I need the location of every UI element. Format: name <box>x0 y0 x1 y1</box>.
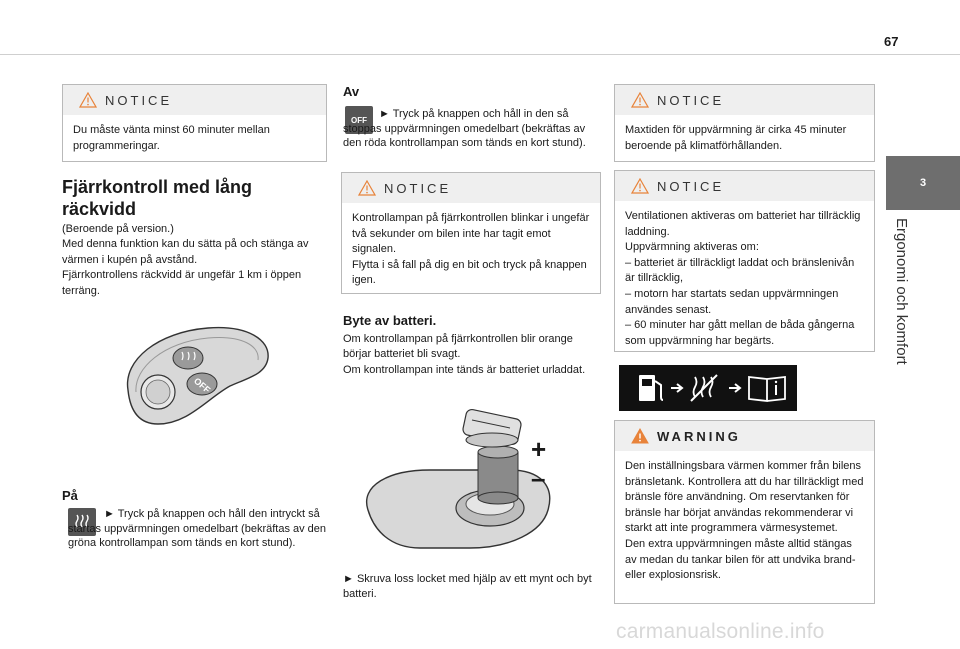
chapter-title <box>884 218 914 418</box>
off-step <box>343 107 605 151</box>
warning-text: Den extra uppvärmningen måste alltid stängas av medan du tankar bilen för att undvika brand- eller explosionsrisk. <box>625 537 856 582</box>
remote-control-illustration <box>118 320 273 430</box>
warning-header <box>615 421 874 451</box>
remote-intro <box>62 222 330 299</box>
battery-heading: Byte av batteri. <box>343 313 437 328</box>
warning-triangle-icon <box>358 180 376 196</box>
intro-version: (Beroende på version.) <box>62 223 174 235</box>
notice-text: – 60 minuter har gått mellan de båda gångerna som uppvärmning har begärts. <box>625 319 855 347</box>
battery-step-text: ► Skruva loss locket med hjälp av ett mynt och byt batteri. <box>343 573 592 600</box>
battery-minus-sign: – <box>531 463 546 493</box>
arrow-icon <box>729 384 740 392</box>
notice-header <box>342 173 600 203</box>
notice-text: Maxtiden för uppvärmning är cirka 45 minuter beroende på klimatförhållanden. <box>625 124 847 152</box>
notice-text: Uppvärmning aktiveras om: <box>625 241 759 254</box>
warning-triangle-icon <box>79 92 97 108</box>
no-heating-icon <box>691 375 717 401</box>
header-rule <box>0 54 960 55</box>
battery-text-orange: Om kontrollampan på fjärrkontrollen blir orange börjar batteriet bli svagt. <box>343 333 573 361</box>
notice-box-maxtime <box>614 84 875 162</box>
notice-text: – batteriet är tillräckligt laddat och bränslenivån är tillräcklig, <box>625 256 855 285</box>
warning-triangle-icon <box>631 428 649 444</box>
off-step-text: ► Tryck på knappen och håll in den så stoppas uppvärmningen omedelbart (bekräftas av den röda kontrollampan som tänds en kort stund). <box>343 108 586 150</box>
warning-box-fuel <box>614 420 875 604</box>
notice-box-ventilation <box>614 170 875 352</box>
battery-text-empty: Om kontrollampan inte tänds är batteriet urladdat. <box>343 363 586 376</box>
notice-title: NOTICE <box>384 180 452 196</box>
heading-line-1: Fjärrkontroll med lång <box>62 177 253 197</box>
notice-title: NOTICE <box>105 92 173 108</box>
notice-title: NOTICE <box>657 178 725 194</box>
notice-box-signal <box>341 172 601 294</box>
warning-triangle-icon <box>631 178 649 194</box>
on-step <box>68 507 330 551</box>
battery-step <box>343 572 603 601</box>
warning-triangle-icon <box>631 92 649 108</box>
arrow-icon <box>671 384 682 392</box>
notice-title: NOTICE <box>657 92 725 108</box>
fuel-pump-icon <box>639 375 663 401</box>
chapter-title-text: Ergonomi och komfort <box>893 218 910 365</box>
svg-text:OFF: OFF <box>192 375 213 396</box>
notice-text: Du måste vänta minst 60 minuter mellan programmeringar. <box>73 124 270 152</box>
page-number: 67 <box>884 34 899 49</box>
battery-change-illustration <box>360 400 560 560</box>
notice-header <box>615 85 874 115</box>
notice-text: Ventilationen aktiveras om batteriet har tillräcklig laddning. <box>625 210 861 238</box>
notice-header <box>63 85 326 115</box>
on-step-text: ► Tryck på knappen och håll den intryckt så startas uppvärmningen omedelbart (bekräftas av den gröna kontrollampan som tänds en kort stund). <box>68 508 327 550</box>
warning-title: WARNING <box>657 428 741 444</box>
notice-text: – motorn har startats sedan uppvärmningen användes senast. <box>625 287 839 316</box>
notice-box-programming <box>62 84 327 162</box>
off-heading: Av <box>343 84 360 99</box>
notice-header <box>615 171 874 201</box>
battery-text <box>343 332 603 378</box>
manual-book-icon <box>749 377 785 401</box>
heading-line-2: räckvidd <box>62 199 137 219</box>
battery-plus-sign: + <box>531 434 547 464</box>
watermark: carmanualsonline.info <box>616 620 825 643</box>
warning-text: Den inställningsbara värmen kommer från bilens bränsletank. Kontrollera att du har tillräckligt med bränsle före användning. Om reservtanken för bränsle har börjat användas rekommenderar vi starkt att inte programmera värmesystemet. <box>625 460 864 535</box>
intro-function: Med denna funktion kan du sätta på och stänga av värmen i kupén på avstånd. <box>62 238 309 266</box>
off-icon-label: OFF <box>351 115 367 125</box>
fuel-heating-pictogram <box>619 365 797 411</box>
chapter-tab[interactable]: 3 <box>886 156 960 210</box>
notice-text: Kontrollampan på fjärrkontrollen blinkar i ungefär två sekunder om bilen inte har tagit emot signalen. <box>352 212 590 256</box>
notice-text: Flytta i så fall på dig en bit och tryck på knappen igen. <box>352 258 587 287</box>
intro-range: Fjärrkontrollens räckvidd är ungefär 1 km i öppen terräng. <box>62 269 302 297</box>
on-heading: På <box>62 488 78 503</box>
section-heading-remote <box>62 176 327 220</box>
